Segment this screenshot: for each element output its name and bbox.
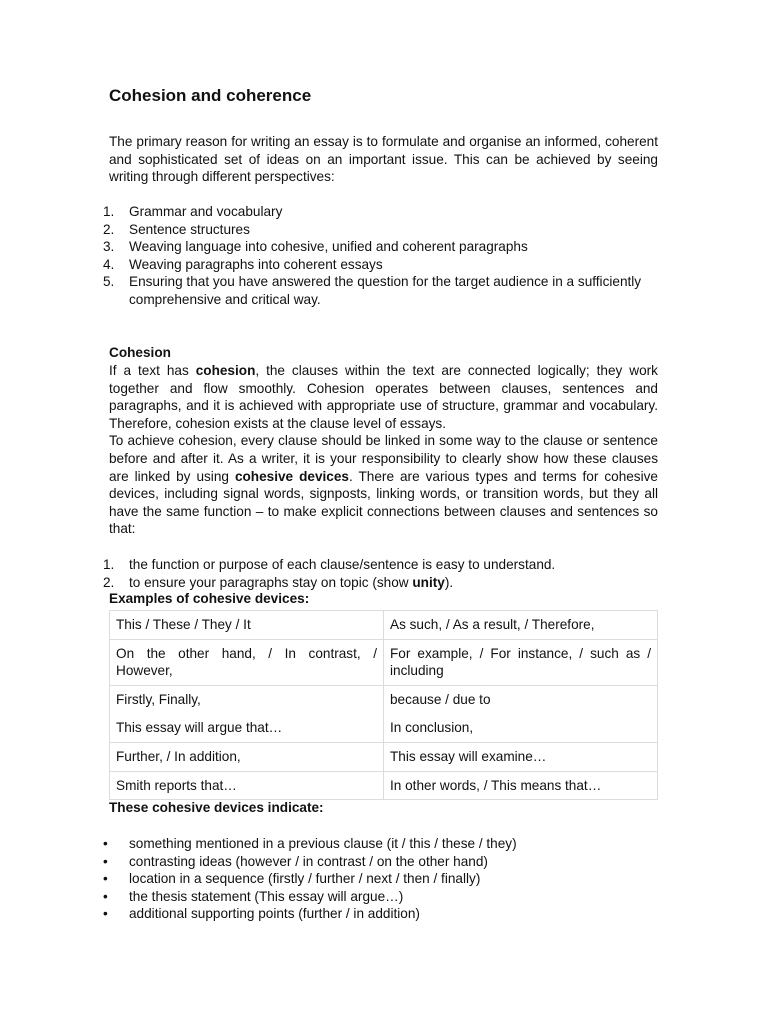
table-row xyxy=(110,771,658,800)
list-item: • the thesis statement (This essay will argue…) xyxy=(103,888,404,904)
cohesion-paragraph-2: To achieve cohesion, every clause should be linked in some way to the clause or sentence before and after it. As a writer, it is your responsibility to clearly show how these clauses are linked by using cohesive devices. There are various types and terms for cohesive devices, including signal words, signposts, linking words, or transition words, but they all have the same function – to make explicit connections between clauses and sentences so that: xyxy=(109,433,658,537)
table-cell: because / due to In conclusion, xyxy=(384,685,658,742)
cohesion-paragraph-1: If a text has cohesion, the clauses within the text are connected logically; they work together and flow smoothly. Cohesion operates between clauses, sentences and paragraphs, and it is achieved with appropriate use of structure, grammar and vocabulary. Therefore, cohesion exists at the clause level of essays. xyxy=(109,363,658,431)
table-row xyxy=(110,742,658,771)
table-cell: On the other hand, / In contrast, / However, xyxy=(110,639,384,685)
list-item: 1. the function or purpose of each clause/sentence is easy to understand. xyxy=(103,557,556,572)
list-item: • additional supporting points (further / in addition) xyxy=(103,906,420,922)
cohesion-body xyxy=(109,362,658,538)
examples-heading: Examples of cohesive devices: xyxy=(109,591,310,606)
bullet-icon: • xyxy=(103,836,108,851)
table-row xyxy=(110,611,658,640)
perspectives-list xyxy=(103,203,658,309)
bullet-icon: • xyxy=(103,888,108,904)
table-cell: Firstly, Finally, This essay will argue that… xyxy=(110,685,384,742)
table-cell: This / These / They / It xyxy=(110,611,384,640)
list-item: 5. Ensuring that you have answered the question for the target audience in a sufficiently comprehensive and critical way. xyxy=(103,274,642,307)
list-item: • location in a sequence (firstly / further / next / then / finally) xyxy=(103,871,481,887)
list-item: 2. Sentence structures xyxy=(103,221,250,237)
list-item: 2. to ensure your paragraphs stay on topic (show unity). xyxy=(103,574,454,590)
cohesive-devices-table xyxy=(109,610,658,800)
bullet-icon: • xyxy=(103,853,108,869)
bullet-icon: • xyxy=(103,906,108,922)
table-row xyxy=(110,639,658,685)
table-cell: As such, / As a result, / Therefore, xyxy=(384,611,658,640)
list-item: • contrasting ideas (however / in contrast / on the other hand) xyxy=(103,853,488,869)
list-item: 1. Grammar and vocabulary xyxy=(103,204,283,219)
indicates-list xyxy=(103,835,658,923)
bullet-icon: • xyxy=(103,871,108,887)
table-cell: For example, / For instance, / such as / including xyxy=(384,639,658,685)
page-title: Cohesion and coherence xyxy=(109,86,312,105)
cohesion-goals-list xyxy=(103,556,658,591)
intro-paragraph: The primary reason for writing an essay is to formulate and organise an informed, coherent and sophisticated set of ideas on an important issue. This can be achieved by seeing writing through different perspectives: xyxy=(109,134,658,185)
indicate-heading: These cohesive devices indicate: xyxy=(109,800,324,815)
table-cell: Further, / In addition, xyxy=(110,742,384,771)
list-item: 4. Weaving paragraphs into coherent essays xyxy=(103,256,383,272)
table-cell: In other words, / This means that… xyxy=(384,771,658,800)
table-row xyxy=(110,685,658,742)
table-cell: Smith reports that… xyxy=(110,771,384,800)
cohesion-heading: Cohesion xyxy=(109,345,171,360)
list-item: • something mentioned in a previous clause (it / this / these / they) xyxy=(103,836,517,851)
table-cell: This essay will examine… xyxy=(384,742,658,771)
list-item: 3. Weaving language into cohesive, unified and coherent paragraphs xyxy=(103,239,528,255)
